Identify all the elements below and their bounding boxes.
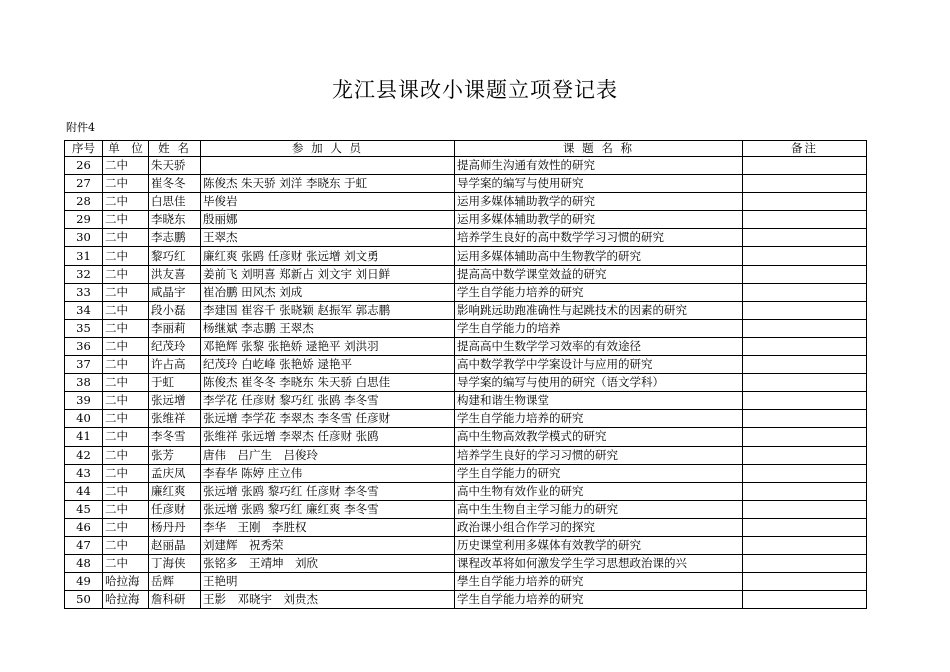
table-row [65, 283, 867, 301]
row-note [743, 229, 867, 247]
row-number: 43 [65, 464, 103, 482]
row-number: 50 [65, 591, 103, 609]
row-members: 张远增 李学花 李翠杰 李冬雪 任彦财 [201, 410, 455, 428]
table-row [65, 247, 867, 265]
row-topic: 导学案的编写与使用研究 [455, 175, 743, 193]
table-row [65, 374, 867, 392]
table-row [65, 428, 867, 446]
row-members: 张维祥 张远增 李翠杰 任彦财 张鸥 [201, 428, 455, 446]
row-note [743, 211, 867, 229]
row-topic: 学生自学能力的培养 [455, 319, 743, 337]
row-number: 36 [65, 337, 103, 355]
row-number: 33 [65, 283, 103, 301]
table-row [65, 446, 867, 464]
row-note [743, 500, 867, 518]
row-members: 李华 王刚 李胜权 [201, 518, 455, 536]
row-unit: 二中 [103, 500, 149, 518]
row-leader-name: 丁海侠 [149, 555, 201, 573]
row-topic: 高中生物高效教学模式的研究 [455, 428, 743, 446]
table-row [65, 175, 867, 193]
row-note [743, 410, 867, 428]
row-note [743, 247, 867, 265]
row-unit: 二中 [103, 337, 149, 355]
row-unit: 二中 [103, 536, 149, 554]
row-unit: 二中 [103, 482, 149, 500]
row-unit: 二中 [103, 374, 149, 392]
row-number: 27 [65, 175, 103, 193]
row-number: 30 [65, 229, 103, 247]
row-leader-name: 张远增 [149, 392, 201, 410]
row-number: 37 [65, 356, 103, 374]
row-number: 47 [65, 536, 103, 554]
row-leader-name: 张芳 [149, 446, 201, 464]
row-unit: 二中 [103, 301, 149, 319]
row-topic: 课程改革将如何激发学生学习思想政治课的兴 [455, 555, 743, 573]
row-note [743, 591, 867, 609]
row-unit: 二中 [103, 518, 149, 536]
row-note [743, 518, 867, 536]
row-topic: 提高师生沟通有效性的研究 [455, 157, 743, 175]
row-note [743, 482, 867, 500]
page-title: 龙江县课改小课题立项登记表 [332, 78, 618, 102]
row-number: 32 [65, 265, 103, 283]
row-note [743, 573, 867, 591]
table-row [65, 500, 867, 518]
row-leader-name: 李志鹏 [149, 229, 201, 247]
row-members: 李学花 任彦财 黎巧红 张鸥 李冬雪 [201, 392, 455, 410]
row-leader-name: 李冬雪 [149, 428, 201, 446]
row-topic: 高中生物有效作业的研究 [455, 482, 743, 500]
row-members: 陈俊杰 朱天骄 刘洋 李晓东 于虹 [201, 175, 455, 193]
row-leader-name: 李晓东 [149, 211, 201, 229]
row-note [743, 157, 867, 175]
row-leader-name: 于虹 [149, 374, 201, 392]
row-note [743, 175, 867, 193]
row-unit: 二中 [103, 555, 149, 573]
row-leader-name: 岳辉 [149, 573, 201, 591]
row-number: 45 [65, 500, 103, 518]
header-no: 序号 [65, 141, 103, 157]
row-unit: 二中 [103, 428, 149, 446]
row-number: 44 [65, 482, 103, 500]
header-note: 备注 [743, 141, 867, 157]
row-note [743, 301, 867, 319]
table-row [65, 410, 867, 428]
table-row [65, 591, 867, 609]
attachment-label: 附件4 [66, 121, 95, 134]
row-members: 刘建辉 祝秀荣 [201, 536, 455, 554]
row-note [743, 283, 867, 301]
row-number: 41 [65, 428, 103, 446]
row-leader-name: 黎巧红 [149, 247, 201, 265]
row-topic: 高中数学教学中学案设计与应用的研究 [455, 356, 743, 374]
row-leader-name: 段小磊 [149, 301, 201, 319]
table-row [65, 392, 867, 410]
table-row [65, 482, 867, 500]
row-leader-name: 赵丽晶 [149, 536, 201, 554]
row-note [743, 374, 867, 392]
row-leader-name: 任彦财 [149, 500, 201, 518]
row-topic: 学生自学能力培养的研究 [455, 591, 743, 609]
row-unit: 二中 [103, 356, 149, 374]
row-unit: 二中 [103, 265, 149, 283]
row-topic: 政治课小组合作学习的探究 [455, 518, 743, 536]
row-members: 崔冶鹏 田风杰 刘成 [201, 283, 455, 301]
row-members: 廉红爽 张鸥 任彦财 张远增 刘文勇 [201, 247, 455, 265]
row-topic: 学生自学能力培养的研究 [455, 283, 743, 301]
table-row [65, 319, 867, 337]
row-topic: 提高高中生数学学习效率的有效途径 [455, 337, 743, 355]
row-leader-name: 李丽莉 [149, 319, 201, 337]
row-unit: 二中 [103, 283, 149, 301]
registration-table [64, 140, 867, 609]
row-members: 毕俊岩 [201, 193, 455, 211]
row-unit: 二中 [103, 193, 149, 211]
row-number: 26 [65, 157, 103, 175]
row-leader-name: 杨丹丹 [149, 518, 201, 536]
row-members: 王艳明 [201, 573, 455, 591]
row-leader-name: 廉红爽 [149, 482, 201, 500]
row-number: 49 [65, 573, 103, 591]
row-topic: 培养学生良好的高中数学学习习惯的研究 [455, 229, 743, 247]
row-members: 陈俊杰 崔冬冬 李晓东 朱天骄 白思佳 [201, 374, 455, 392]
table-body [65, 157, 867, 609]
row-leader-name: 朱天骄 [149, 157, 201, 175]
header-topic: 课 题 名 称 [455, 141, 743, 157]
row-topic: 提高高中数学课堂效益的研究 [455, 265, 743, 283]
row-number: 40 [65, 410, 103, 428]
row-leader-name: 崔冬冬 [149, 175, 201, 193]
table-row [65, 211, 867, 229]
row-members: 纪茂玲 白屹峰 张艳娇 逯艳平 [201, 356, 455, 374]
header-members: 参 加 人 员 [201, 141, 455, 157]
row-note [743, 265, 867, 283]
row-leader-name: 詹科研 [149, 591, 201, 609]
row-note [743, 392, 867, 410]
row-members: 邓艳辉 张黎 张艳娇 逯艳平 刘洪羽 [201, 337, 455, 355]
row-leader-name: 白思佳 [149, 193, 201, 211]
row-number: 31 [65, 247, 103, 265]
row-unit: 二中 [103, 319, 149, 337]
row-number: 35 [65, 319, 103, 337]
table-row [65, 229, 867, 247]
row-number: 29 [65, 211, 103, 229]
row-note [743, 464, 867, 482]
row-topic: 影响跳远助跑准确性与起跳技术的因素的研究 [455, 301, 743, 319]
row-topic: 导学案的编写与使用的研究（语文学科） [455, 374, 743, 392]
row-topic: 學生自学能力培养的研究 [455, 573, 743, 591]
row-number: 34 [65, 301, 103, 319]
row-number: 46 [65, 518, 103, 536]
row-topic: 高中生生物自主学习能力的研究 [455, 500, 743, 518]
row-note [743, 536, 867, 554]
row-number: 28 [65, 193, 103, 211]
row-members: 张远增 张鸥 黎巧红 廉红爽 李冬雪 [201, 500, 455, 518]
row-unit: 二中 [103, 175, 149, 193]
row-number: 39 [65, 392, 103, 410]
row-members: 王翠杰 [201, 229, 455, 247]
row-leader-name: 孟庆凤 [149, 464, 201, 482]
row-members: 张铭多 王靖坤 刘欣 [201, 555, 455, 573]
row-number: 48 [65, 555, 103, 573]
table-row [65, 337, 867, 355]
table-row [65, 265, 867, 283]
row-members: 唐伟 吕广生 吕俊玲 [201, 446, 455, 464]
row-leader-name: 纪茂玲 [149, 337, 201, 355]
table-row [65, 464, 867, 482]
row-topic: 运用多媒体辅助教学的研究 [455, 211, 743, 229]
row-note [743, 319, 867, 337]
row-unit: 二中 [103, 446, 149, 464]
row-leader-name: 洪友喜 [149, 265, 201, 283]
row-topic: 运用多媒体辅助教学的研究 [455, 193, 743, 211]
row-unit: 二中 [103, 410, 149, 428]
row-unit: 二中 [103, 211, 149, 229]
row-unit: 二中 [103, 229, 149, 247]
row-leader-name: 张维祥 [149, 410, 201, 428]
row-topic: 培养学生良好的学习习惯的研究 [455, 446, 743, 464]
table-row [65, 356, 867, 374]
row-number: 38 [65, 374, 103, 392]
row-unit: 二中 [103, 464, 149, 482]
table-row [65, 573, 867, 591]
table-row [65, 536, 867, 554]
table-header-row [65, 141, 867, 157]
header-name: 姓 名 [149, 141, 201, 157]
row-members: 王影 邓晓宇 刘贵杰 [201, 591, 455, 609]
row-members: 殷丽娜 [201, 211, 455, 229]
row-unit: 二中 [103, 247, 149, 265]
row-topic: 历史课堂利用多媒体有效教学的研究 [455, 536, 743, 554]
row-topic: 学生自学能力培养的研究 [455, 410, 743, 428]
row-topic: 运用多媒体辅助高中生物教学的研究 [455, 247, 743, 265]
header-unit: 单 位 [103, 141, 149, 157]
row-topic: 学生自学能力的研究 [455, 464, 743, 482]
row-note [743, 193, 867, 211]
row-members: 张远增 张鸥 黎巧红 任彦财 李冬雪 [201, 482, 455, 500]
row-members: 李春华 陈婷 庄立伟 [201, 464, 455, 482]
table-row [65, 193, 867, 211]
row-members [201, 157, 455, 175]
row-leader-name: 咸晶宇 [149, 283, 201, 301]
row-unit: 哈拉海 [103, 591, 149, 609]
row-note [743, 356, 867, 374]
row-leader-name: 许占高 [149, 356, 201, 374]
row-note [743, 446, 867, 464]
table-row [65, 518, 867, 536]
row-note [743, 555, 867, 573]
row-number: 42 [65, 446, 103, 464]
row-members: 姜前飞 刘明喜 郑新占 刘文宇 刘日鲜 [201, 265, 455, 283]
table-row [65, 555, 867, 573]
row-topic: 构建和谐生物课堂 [455, 392, 743, 410]
row-note [743, 337, 867, 355]
row-unit: 二中 [103, 392, 149, 410]
row-unit: 哈拉海 [103, 573, 149, 591]
row-unit: 二中 [103, 157, 149, 175]
row-members: 李建国 崔容千 张晓颖 赵振军 郭志鹏 [201, 301, 455, 319]
table-row [65, 301, 867, 319]
row-note [743, 428, 867, 446]
table-row [65, 157, 867, 175]
row-members: 杨继斌 李志鹏 王翠杰 [201, 319, 455, 337]
